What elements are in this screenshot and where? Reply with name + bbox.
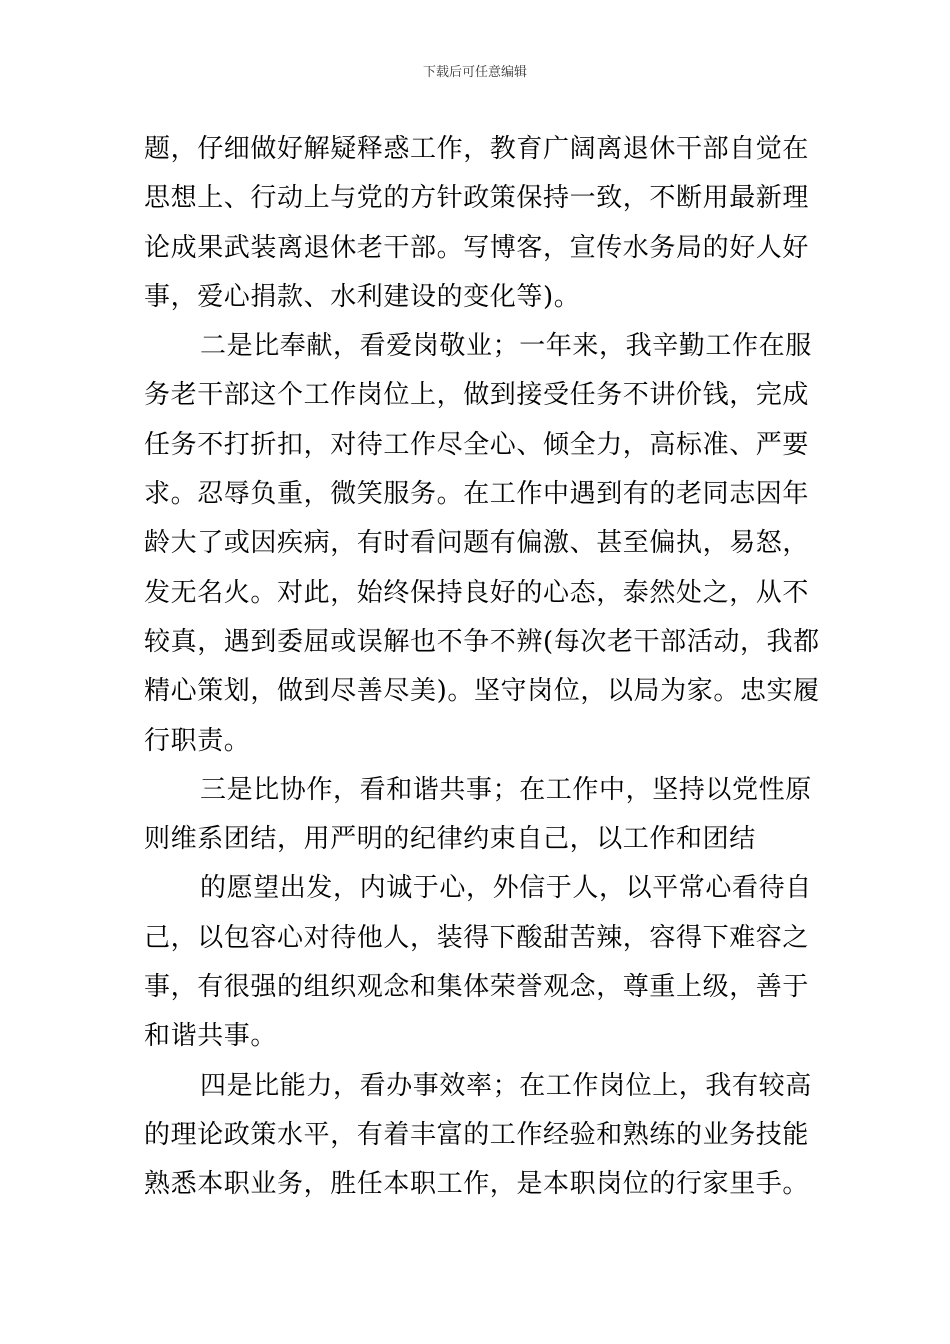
text-line: 事，爱心捐款、水利建设的变化等)。 bbox=[144, 281, 581, 312]
text-line: 精心策划，做到尽善尽美)。坚守岗位，以局为家。忠实履 bbox=[144, 676, 820, 707]
text-line: 求。忍辱负重，微笑服务。在工作中遇到有的老同志因年 bbox=[144, 479, 810, 510]
text-line: 务老干部这个工作岗位上，做到接受任务不讲价钱，完成 bbox=[144, 380, 810, 411]
text-line: 任务不打折扣，对待工作尽全心、倾全力，高标准、严要 bbox=[144, 429, 810, 460]
page-header: 下载后可任意编辑 bbox=[422, 65, 527, 80]
text-line: 较真，遇到委屈或误解也不争不辨(每次老干部活动，我都 bbox=[144, 626, 820, 657]
document-body bbox=[144, 125, 820, 1210]
text-line: 龄大了或因疾病，有时看问题有偏激、甚至偏执，易怒， bbox=[144, 528, 810, 559]
text-line: 熟悉本职业务，胜任本职工作，是本职岗位的行家里手。 bbox=[144, 1169, 810, 1200]
text-line: 的愿望出发，内诚于心，外信于人，以平常心看待自 bbox=[200, 873, 812, 904]
text-line: 题，仔细做好解疑释惑工作，教育广阔离退休干部自觉在 bbox=[144, 134, 810, 164]
text-line: 发无名火。对此，始终保持良好的心态，泰然处之，从不 bbox=[144, 577, 810, 608]
text-line: 己，以包容心对待他人，装得下酸甜苦辣，容得下难容之 bbox=[144, 922, 810, 953]
text-line: 事，有很强的组织观念和集体荣誉观念，尊重上级，善于 bbox=[144, 972, 810, 1003]
text-line: 行职责。 bbox=[144, 725, 251, 756]
text-line: 的理论政策水平，有着丰富的工作经验和熟练的业务技能 bbox=[144, 1119, 810, 1150]
text-line: 论成果武装离退休老干部。写博客，宣传水务局的好人好 bbox=[144, 232, 810, 263]
text-line: 四是比能力，看办事效率；在工作岗位上，我有较高 bbox=[200, 1070, 812, 1101]
text-line: 二是比奉献，看爱岗敬业；一年来，我辛勤工作在服 bbox=[200, 331, 812, 362]
text-line: 和谐共事。 bbox=[144, 1021, 278, 1052]
text-line: 则维系团结，用严明的纪律约束自己，以工作和团结 bbox=[144, 824, 756, 855]
text-line: 思想上、行动上与党的方针政策保持一致，不断用最新理 bbox=[144, 183, 810, 214]
text-line: 三是比协作，看和谐共事；在工作中，坚持以党性原 bbox=[200, 774, 812, 805]
